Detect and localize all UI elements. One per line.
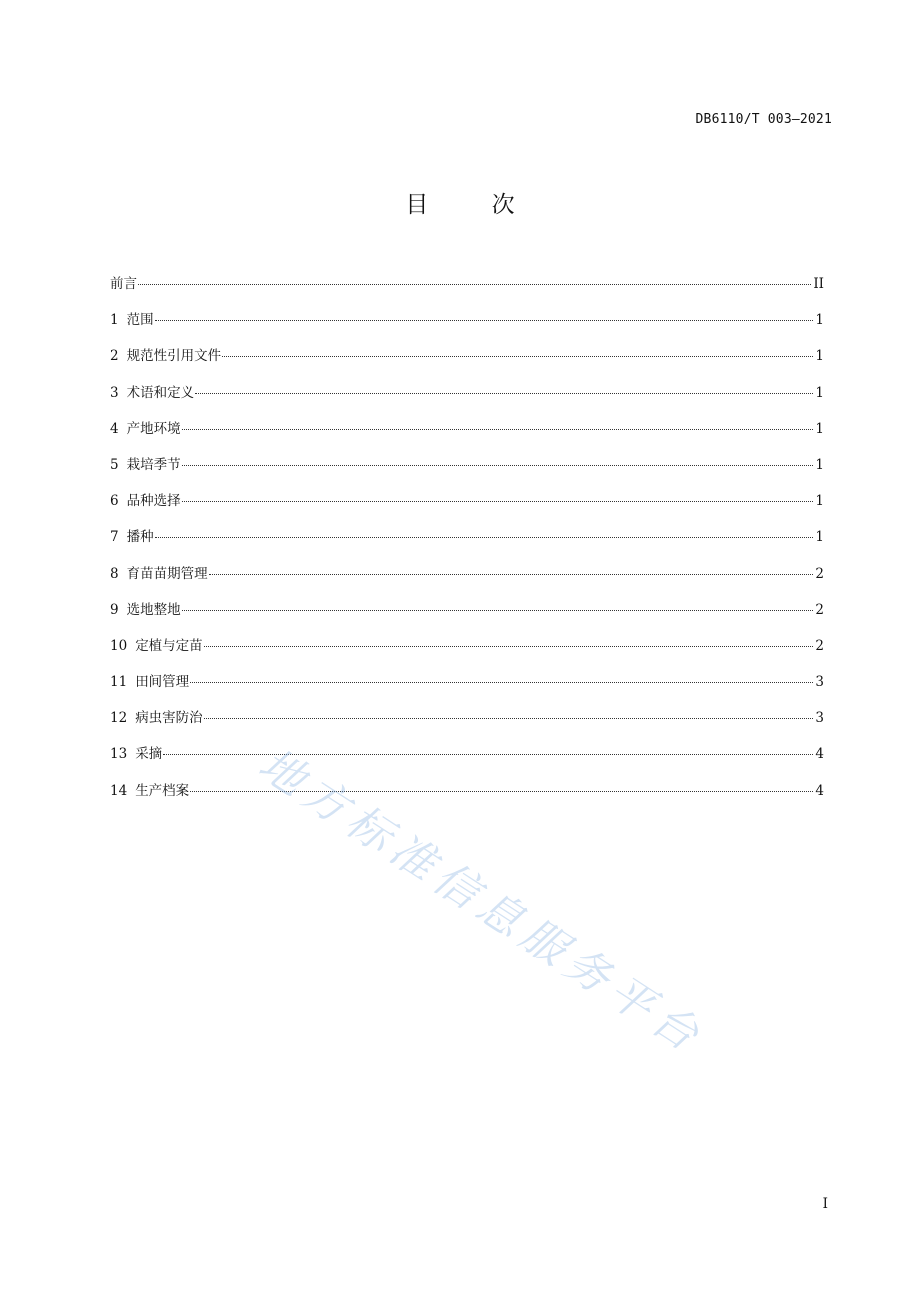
toc-entry-8[interactable] [110, 560, 824, 596]
toc-entry-9[interactable] [110, 596, 824, 632]
toc-dot-leader [204, 718, 814, 719]
toc-entry-page: 1 [815, 312, 824, 329]
toc-entry-page: 1 [815, 529, 824, 546]
toc-entry-number: 1 [110, 312, 119, 329]
toc-entry-number: 13 [110, 746, 128, 763]
toc-entry-5[interactable] [110, 451, 824, 487]
toc-dot-leader [182, 610, 814, 611]
toc-dot-leader [155, 320, 814, 321]
toc-dot-leader [222, 356, 813, 357]
toc-entry-number: 11 [110, 674, 128, 691]
toc-entry-page: 2 [815, 565, 824, 582]
toc-entry-text: 栽培季节 [126, 456, 181, 473]
toc-entry-page: 2 [815, 637, 824, 654]
toc-entry-page: 1 [815, 348, 824, 365]
toc-entry-text: 产地环境 [126, 420, 181, 437]
toc-entry-text: 生产档案 [135, 782, 190, 799]
toc-entry-page: 3 [815, 674, 824, 691]
toc-dot-leader [182, 501, 814, 502]
toc-entry-number: 12 [110, 710, 128, 727]
toc-entry-text: 定植与定苗 [135, 637, 203, 654]
toc-entry-3[interactable] [110, 379, 824, 415]
toc-entry-text: 前言 [110, 276, 137, 292]
toc-entry-text: 育苗苗期管理 [126, 565, 208, 582]
toc-entry-foreword[interactable] [110, 270, 824, 306]
toc-entry-page: 1 [815, 384, 824, 401]
toc-entry-2[interactable] [110, 342, 824, 378]
toc-entry-6[interactable] [110, 487, 824, 523]
page-number: I [822, 1196, 828, 1212]
toc-entry-number: 8 [110, 565, 119, 582]
toc-entry-number: 14 [110, 782, 128, 799]
toc-entry-text: 播种 [126, 529, 154, 546]
toc-dot-leader [190, 682, 813, 683]
toc-entry-number: 4 [110, 420, 119, 437]
toc-entry-text: 采摘 [135, 746, 163, 763]
toc-dot-leader [163, 754, 813, 755]
toc-entry-number: 9 [110, 601, 119, 618]
toc-entry-text: 品种选择 [126, 493, 181, 510]
toc-entry-text: 规范性引用文件 [126, 348, 222, 365]
toc-dot-leader [182, 429, 814, 430]
toc-entry-page: 4 [815, 746, 824, 763]
toc-dot-leader [182, 465, 814, 466]
toc-entry-14[interactable] [110, 777, 824, 813]
toc-entry-number: 2 [110, 348, 119, 365]
toc-entry-text: 范围 [126, 312, 154, 329]
toc-entry-number: 10 [110, 637, 128, 654]
toc-entry-page: 3 [815, 710, 824, 727]
toc-entry-page: 2 [815, 601, 824, 618]
table-of-contents [110, 270, 824, 813]
toc-entry-page: 4 [815, 782, 824, 799]
toc-entry-text: 术语和定义 [126, 384, 195, 401]
toc-entry-4[interactable] [110, 415, 824, 451]
document-code: DB6110/T 003—2021 [695, 112, 832, 127]
toc-entry-12[interactable] [110, 704, 824, 740]
toc-entry-text: 田间管理 [135, 674, 190, 691]
toc-entry-7[interactable] [110, 523, 824, 559]
toc-entry-text: 病虫害防治 [135, 710, 203, 727]
watermark: 地方标准信息服务平台 [249, 738, 714, 1065]
toc-dot-leader [209, 574, 814, 575]
toc-dot-leader [190, 791, 813, 792]
toc-dot-leader [204, 646, 814, 647]
toc-dot-leader [138, 284, 811, 285]
toc-dot-leader [195, 393, 813, 394]
toc-entry-page: II [813, 276, 824, 292]
toc-entry-number: 6 [110, 493, 119, 510]
toc-entry-10[interactable] [110, 632, 824, 668]
toc-entry-11[interactable] [110, 668, 824, 704]
toc-entry-page: 1 [815, 456, 824, 473]
toc-entry-number: 3 [110, 384, 119, 401]
toc-entry-page: 1 [815, 493, 824, 510]
toc-entry-page: 1 [815, 420, 824, 437]
toc-dot-leader [155, 537, 814, 538]
toc-entry-number: 7 [110, 529, 119, 546]
toc-entry-text: 选地整地 [126, 601, 181, 618]
toc-title: 目 次 [405, 192, 543, 218]
toc-entry-number: 5 [110, 456, 119, 473]
toc-entry-13[interactable] [110, 740, 824, 776]
toc-entry-1[interactable] [110, 306, 824, 342]
